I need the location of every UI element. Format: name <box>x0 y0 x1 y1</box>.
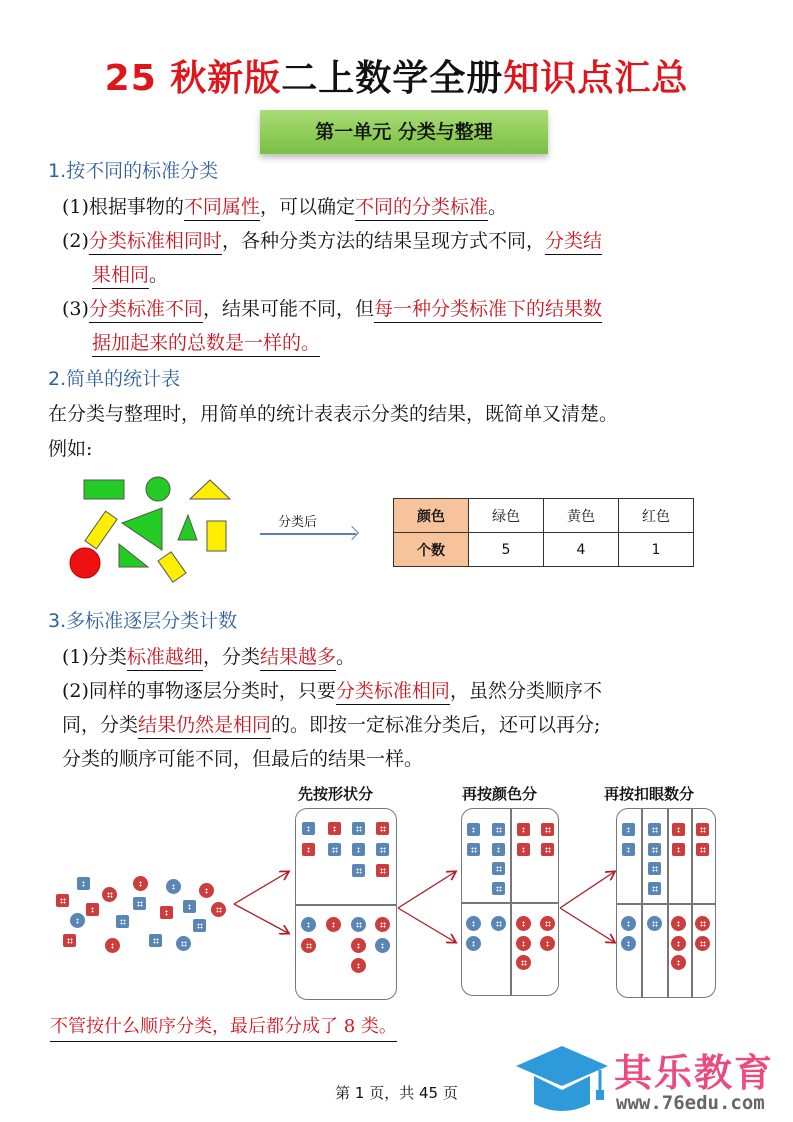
button-icon <box>671 916 686 931</box>
text: (2)同样的事物逐层分类时，只要 <box>62 680 336 702</box>
button-icon <box>695 916 710 931</box>
button-icon <box>492 843 505 856</box>
button-icon <box>492 823 505 836</box>
highlight-text: 不同属性 <box>184 196 260 221</box>
divider <box>691 808 693 998</box>
section-2-heading: 2.简单的统计表 <box>48 368 181 390</box>
button-icon <box>648 882 661 895</box>
button-icon <box>183 900 196 913</box>
button-icon <box>672 823 685 836</box>
highlight-text: 分类标准相同 <box>336 680 450 705</box>
button-icon <box>56 894 69 907</box>
button-icon <box>671 955 686 970</box>
divider <box>641 808 643 998</box>
button-icon <box>467 823 480 836</box>
button-icon <box>352 843 365 856</box>
button-icon <box>301 938 316 953</box>
button-icon <box>376 843 389 856</box>
button-icon <box>149 934 162 947</box>
button-icon <box>696 823 709 836</box>
highlight-text: 分类结 <box>545 230 602 255</box>
button-icon <box>621 936 636 951</box>
button-icon <box>211 902 226 917</box>
title-part-2: 二上数学全册 <box>281 58 504 99</box>
button-icon <box>696 843 709 856</box>
text: ，分类 <box>202 646 260 668</box>
graduation-cap-icon <box>512 1042 612 1118</box>
step-3-label: 再按扣眼数分 <box>604 785 695 803</box>
highlight-text: 结果越多 <box>260 646 336 671</box>
text: ，虽然分类顺序不 <box>449 680 602 702</box>
highlight-text: 分类标准相同时 <box>89 230 222 255</box>
text: ，可以确定 <box>259 196 355 218</box>
table-cell: 黄色 <box>544 499 619 533</box>
table-cell: 绿色 <box>469 499 544 533</box>
button-icon <box>63 934 76 947</box>
button-icon <box>193 919 206 932</box>
section-3-heading: 3.多标准逐层分类计数 <box>48 610 238 632</box>
text: ，结果可能不同，但 <box>202 298 374 320</box>
button-icon <box>302 822 315 835</box>
section-2-text: 在分类与整理时，用简单的统计表表示分类的结果，既简单又清楚。 <box>48 403 619 425</box>
button-icon <box>375 917 390 932</box>
text: 同，分类 <box>62 714 139 736</box>
table-cell: 红色 <box>619 499 694 533</box>
brand-logo <box>512 1040 792 1120</box>
button-icon <box>77 877 90 890</box>
s1-item-1 <box>62 194 507 220</box>
button-icon <box>351 938 366 953</box>
button-icon <box>102 887 117 902</box>
s3-item-1 <box>62 644 355 670</box>
button-icon <box>352 822 365 835</box>
button-icon <box>70 913 85 928</box>
button-icon <box>541 843 554 856</box>
divider <box>616 903 716 905</box>
statistics-table <box>393 498 694 567</box>
step-1-label: 先按形状分 <box>298 785 374 803</box>
table-cell: 5 <box>469 533 544 567</box>
text: ，各种分类方法的结果呈现方式不同， <box>221 230 545 252</box>
button-icon <box>648 862 661 875</box>
button-icon <box>516 936 531 951</box>
button-icon <box>302 843 315 856</box>
button-icon <box>492 882 505 895</box>
button-icon <box>376 864 389 877</box>
button-icon <box>328 822 341 835</box>
table-cell: 1 <box>619 533 694 567</box>
brand-url: www.76edu.com <box>616 1092 765 1114</box>
text: (1)根据事物的 <box>62 196 184 218</box>
title-part-1: 25 秋新版 <box>104 58 282 99</box>
s1-item-2-line-1 <box>62 228 602 254</box>
step-2-label: 再按颜色分 <box>462 785 538 803</box>
page-number: 第 1 页，共 45 页 <box>335 1084 458 1102</box>
button-icon <box>466 936 481 951</box>
button-icon <box>517 823 530 836</box>
text: 。 <box>149 264 169 286</box>
s3-item-2-line-1 <box>62 678 602 704</box>
button-icon <box>672 843 685 856</box>
text: (1)分类 <box>62 646 127 668</box>
button-icon <box>540 936 555 951</box>
button-icon <box>351 917 366 932</box>
text: 。 <box>487 196 507 218</box>
unit-banner: 第一单元 分类与整理 <box>260 110 548 154</box>
row-header: 颜色 <box>394 499 469 533</box>
divider <box>510 808 512 996</box>
branch-arrows <box>230 860 630 950</box>
table-row <box>394 533 694 567</box>
button-icon <box>352 864 365 877</box>
button-icon <box>492 862 505 875</box>
highlight-text: 果相同 <box>92 264 149 289</box>
button-icon <box>160 906 173 919</box>
highlight-text: 每一种分类标准下的结果数 <box>374 298 602 323</box>
button-icon <box>86 903 99 916</box>
s1-item-3-line-1 <box>62 296 602 322</box>
s1-item-3-line-2 <box>92 330 320 356</box>
button-icon <box>351 958 366 973</box>
button-icon <box>622 843 635 856</box>
button-icon <box>648 843 661 856</box>
button-icon <box>467 843 480 856</box>
divider <box>295 904 397 906</box>
button-icon <box>621 916 636 931</box>
button-icon <box>541 823 554 836</box>
s1-item-2-line-2 <box>92 262 168 288</box>
button-icon <box>133 876 148 891</box>
button-icon <box>622 823 635 836</box>
button-icon <box>376 822 389 835</box>
text: (3) <box>62 298 89 320</box>
section-1-heading: 1.按不同的标准分类 <box>48 160 219 182</box>
button-icon <box>176 936 191 951</box>
button-icon <box>166 879 181 894</box>
text: 的。即按一定标准分类后，还可以再分; <box>271 714 601 736</box>
highlight-text: 不同的分类标准 <box>355 196 488 221</box>
button-icon <box>517 843 530 856</box>
button-icon <box>375 938 390 953</box>
button-icon <box>516 955 531 970</box>
button-icon <box>516 916 531 931</box>
button-icon <box>301 917 316 932</box>
highlight-text: 据加起来的总数是一样的。 <box>92 332 320 357</box>
highlight-text: 结果仍然是相同 <box>138 714 271 739</box>
brand-name: 其乐教育 <box>614 1051 775 1095</box>
s3-item-2-line-2 <box>62 712 600 738</box>
button-icon <box>491 916 506 931</box>
button-icon <box>695 936 710 951</box>
document-title <box>0 55 793 103</box>
divider <box>667 808 669 998</box>
title-part-3: 知识点汇总 <box>503 58 689 99</box>
s3-item-2-line-3: 分类的顺序可能不同，但最后的结果一样。 <box>62 748 424 770</box>
table-cell: 4 <box>544 533 619 567</box>
arrow-head-icon <box>345 526 359 540</box>
row-header: 个数 <box>394 533 469 567</box>
highlight-text: 标准越细 <box>127 646 203 671</box>
conclusion-text: 不管按什么顺序分类，最后都分成了 8 类。 <box>50 1012 397 1042</box>
arrow-label: 分类后 <box>278 515 318 530</box>
button-icon <box>648 823 661 836</box>
button-icon <box>328 843 341 856</box>
button-icon <box>116 915 129 928</box>
unsorted-shapes-illustration <box>60 470 240 585</box>
button-icon <box>326 917 341 932</box>
text: 。 <box>335 646 355 668</box>
button-icon <box>540 916 555 931</box>
example-label: 例如: <box>48 438 93 460</box>
button-icon <box>133 897 146 910</box>
button-icon <box>105 938 120 953</box>
button-icon <box>671 936 686 951</box>
button-icon <box>647 916 662 931</box>
text: (2) <box>62 230 89 252</box>
table-row <box>394 499 694 533</box>
button-icon <box>199 883 214 898</box>
button-icon <box>466 916 481 931</box>
arrow-right-icon <box>260 533 356 535</box>
highlight-text: 分类标准不同 <box>89 298 203 323</box>
